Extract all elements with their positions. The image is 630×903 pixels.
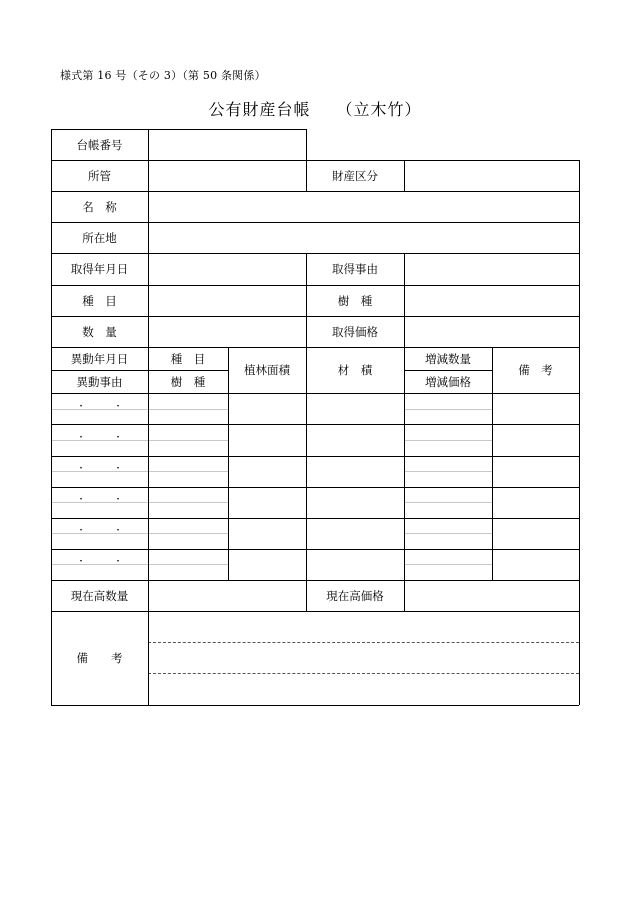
price-change-header: 増減価格 (425, 374, 471, 389)
ledger-number-label: 台帳番号 (76, 137, 123, 152)
remarks-field[interactable] (148, 611, 579, 705)
quantity-field[interactable] (148, 316, 306, 347)
jurisdiction-field[interactable] (148, 160, 306, 191)
remarks-label: 備 考 (76, 651, 123, 665)
title-subtitle: （立木竹） (336, 100, 422, 119)
acquisition-reason-field[interactable] (404, 253, 579, 285)
name-field[interactable] (148, 191, 579, 222)
acquisition-reason-label: 取得事由 (332, 262, 378, 276)
quantity-label: 数 量 (82, 324, 117, 339)
history-row-date: ・ ・ (76, 526, 123, 536)
property-class-label: 財産区分 (332, 168, 378, 183)
location-field[interactable] (148, 222, 579, 253)
acquisition-date-field[interactable] (148, 253, 306, 285)
tree-species-field[interactable] (404, 285, 579, 316)
planted-area-header: 植林面積 (244, 363, 290, 377)
name-label: 名 称 (82, 199, 117, 214)
property-class-field[interactable] (404, 160, 579, 191)
form-number: 様式第 16 号（その 3）（第 50 条関係） (60, 69, 266, 82)
qty-change-header: 増減数量 (425, 351, 471, 366)
current-price-label: 現在高価格 (326, 588, 384, 603)
category-field[interactable] (148, 285, 306, 316)
current-quantity-label: 現在高数量 (70, 588, 129, 603)
history-species-header: 樹 種 (170, 374, 206, 389)
tree-species-label: 樹 種 (337, 293, 373, 308)
title-main: 公有財産台帳 (208, 100, 311, 119)
change-date-header: 異動年月日 (70, 351, 129, 366)
category-label: 種 目 (82, 293, 117, 308)
acquisition-price-field[interactable] (404, 316, 579, 347)
history-row-date: ・ ・ (76, 433, 123, 443)
history-row-date: ・ ・ (76, 464, 123, 474)
location-label: 所在地 (82, 230, 117, 245)
ledger-number-field[interactable] (148, 129, 306, 160)
timber-volume-header: 材 積 (337, 363, 373, 377)
acquisition-price-label: 取得価格 (332, 324, 378, 339)
history-row-date: ・ ・ (76, 402, 123, 412)
history-row-date: ・ ・ (76, 495, 123, 505)
current-price-field[interactable] (404, 580, 579, 611)
change-reason-header: 異動事由 (76, 374, 123, 389)
jurisdiction-label: 所管 (88, 168, 111, 183)
current-quantity-field[interactable] (148, 580, 306, 611)
history-row-date: ・ ・ (76, 557, 123, 567)
history-remarks-header: 備 考 (518, 363, 553, 377)
history-category-header: 種 目 (170, 351, 206, 366)
page-title (0, 97, 630, 120)
acquisition-date-label: 取得年月日 (70, 262, 129, 276)
